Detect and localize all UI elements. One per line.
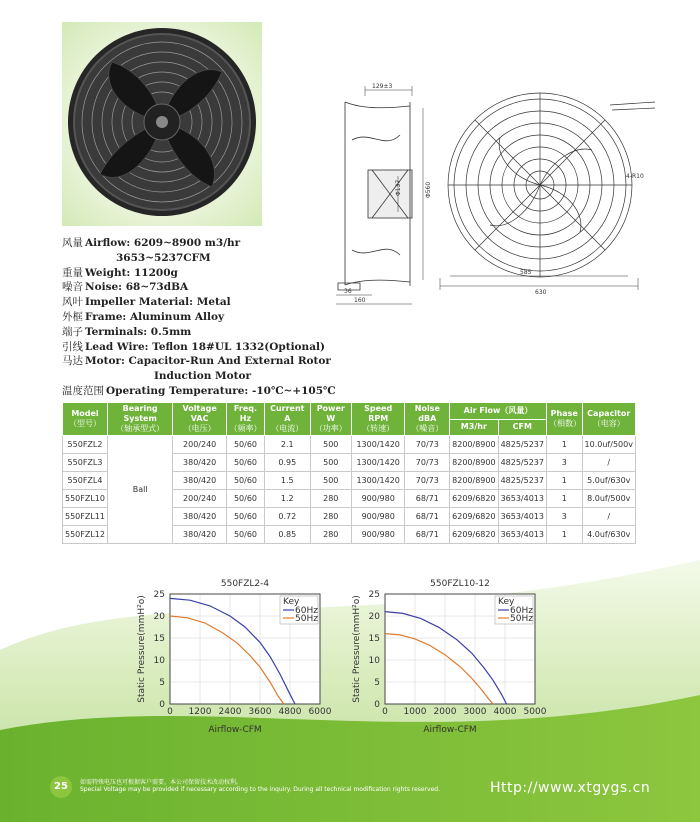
table-cell: 1.2 [264, 490, 310, 508]
fan-photo [62, 22, 262, 226]
spec-motor-cont: Induction Motor [154, 370, 252, 383]
table-cell: 3 [546, 454, 582, 472]
table-cell: 500 [310, 436, 351, 454]
spec-temp: 温度范围 Operating Temperature: -10℃~+105℃ [62, 384, 336, 397]
table-cell: 4825/5237 [498, 436, 546, 454]
dim-label: 36 [344, 288, 352, 295]
dim-label: 630 [535, 289, 547, 296]
table-cell: 900/980 [351, 508, 405, 526]
table-cell: 4825/5237 [498, 472, 546, 490]
y-axis-label: Static Pressure(mmH²o) [352, 595, 362, 703]
table-cell: 2.1 [264, 436, 310, 454]
table-cell: 68/71 [405, 490, 450, 508]
y-tick-label: 0 [374, 700, 380, 710]
table-cell: 280 [310, 508, 351, 526]
x-tick-label: 3000 [463, 707, 487, 717]
y-tick-label: 5 [374, 678, 380, 688]
dim-label: 4-R10 [626, 173, 644, 180]
table-cell: 380/420 [173, 472, 227, 490]
col-model: Model （型号） [63, 403, 108, 436]
spec-leadwire: 引线 Lead Wire: Teflon 18#UL 1332(Optional) [62, 340, 325, 353]
legend-entry: 60Hz [295, 606, 318, 616]
col-airflow-m3: M3/hr [450, 419, 498, 436]
table-row [63, 436, 636, 454]
spec-frame: 外框 Frame: Aluminum Alloy [62, 310, 225, 323]
y-tick-label: 25 [368, 590, 380, 600]
y-tick-label: 15 [368, 634, 380, 644]
col-phase: Phase （相数） [546, 403, 582, 436]
table-cell: 0.85 [264, 526, 310, 544]
spec-noise: 噪音 Noise: 68~73dBA [62, 281, 189, 294]
spec-list [62, 236, 362, 399]
table-cell: 3653/4013 [498, 490, 546, 508]
legend-entry: 50Hz [510, 614, 533, 624]
x-tick-label: 6000 [308, 707, 332, 717]
table-cell: 3 [546, 508, 582, 526]
spec-airflow: 风量 Airflow: 6209~8900 m3/hr [62, 237, 241, 249]
table-cell: 5.0uf/630v [582, 472, 635, 490]
table-cell: 8200/8900 [450, 436, 498, 454]
bearing-cell: Ball [108, 436, 173, 544]
table-cell: 1300/1420 [351, 436, 405, 454]
table-cell: 8.0uf/500v [582, 490, 635, 508]
table-cell: / [582, 508, 635, 526]
footer-note-cn: 如需特殊电压也可根据客户需要，本公司保留技术改动权利。 [80, 779, 243, 786]
table-cell: 8200/8900 [450, 454, 498, 472]
table-cell: 4825/5237 [498, 454, 546, 472]
y-axis-label: Static Pressure(mmH²o) [137, 595, 147, 703]
table-cell: 50/60 [226, 472, 264, 490]
table-cell: 50/60 [226, 454, 264, 472]
table-cell: 68/71 [405, 508, 450, 526]
col-bearing: Bearing System （轴承型式） [108, 403, 173, 436]
table-cell: 500 [310, 454, 351, 472]
y-tick-label: 20 [368, 612, 380, 622]
table-cell: 10.0uf/500v [582, 436, 635, 454]
model-table [62, 402, 636, 544]
y-tick-label: 5 [159, 678, 165, 688]
x-tick-label: 4000 [493, 707, 517, 717]
table-cell: 280 [310, 490, 351, 508]
table-cell: 3653/4013 [498, 526, 546, 544]
table-cell: 50/60 [226, 436, 264, 454]
x-tick-label: 4800 [278, 707, 302, 717]
col-current: Current A （电流） [264, 403, 310, 436]
y-tick-label: 20 [153, 612, 165, 622]
legend-entry: 50Hz [295, 614, 318, 624]
chart-550fzl10-12 [345, 576, 560, 736]
table-cell: 0.95 [264, 454, 310, 472]
table-cell: 200/240 [173, 436, 227, 454]
x-tick-label: 3600 [248, 707, 272, 717]
table-cell: 500 [310, 472, 351, 490]
spec-terminals: 端子 Terminals: 0.5mm [62, 325, 192, 338]
footer-note-en: Special Voltage may be provided if necessary according to the inquiry. During all technical modification rights reserved. [80, 786, 441, 793]
col-airflow: Air Flow（风量） [450, 403, 547, 420]
table-cell: 380/420 [173, 508, 227, 526]
legend-title: Key [498, 597, 515, 607]
dim-label: 585 [520, 269, 532, 276]
table-cell: 6209/6820 [450, 490, 498, 508]
table-cell: 900/980 [351, 490, 405, 508]
table-header-row [63, 403, 636, 420]
col-voltage: Voltage VAC （电压） [173, 403, 227, 436]
x-axis-label: Airflow-CFM [423, 725, 477, 735]
table-cell: 550FZL2 [63, 436, 108, 454]
table-cell: 200/240 [173, 490, 227, 508]
y-tick-label: 10 [153, 656, 165, 666]
dim-label: Φ560 [425, 181, 432, 198]
y-tick-label: 15 [153, 634, 165, 644]
table-cell: 50/60 [226, 508, 264, 526]
table-cell: / [582, 454, 635, 472]
col-noise: Noise dBA （噪音） [405, 403, 450, 436]
spec-motor: 马达 Motor: Capacitor-Run And External Rotor [62, 355, 331, 368]
legend-title: Key [283, 597, 300, 607]
chart-550fzl2-4 [130, 576, 340, 736]
table-cell: 550FZL4 [63, 472, 108, 490]
table-cell: 8200/8900 [450, 472, 498, 490]
y-tick-label: 0 [159, 700, 165, 710]
dim-label: 160 [354, 297, 366, 304]
dim-label: 129±3 [372, 83, 393, 90]
x-tick-label: 1200 [188, 707, 212, 717]
table-cell: 380/420 [173, 526, 227, 544]
col-power: Power W （功率） [310, 403, 351, 436]
table-cell: 68/71 [405, 526, 450, 544]
table-cell: 1300/1420 [351, 472, 405, 490]
col-freq: Freq. Hz （频率） [226, 403, 264, 436]
table-cell: 1 [546, 472, 582, 490]
table-cell: 50/60 [226, 490, 264, 508]
table-cell: 4.0uf/630v [582, 526, 635, 544]
table-cell: 550FZL10 [63, 490, 108, 508]
x-tick-label: 5000 [523, 707, 547, 717]
table-cell: 550FZL12 [63, 526, 108, 544]
x-tick-label: 1000 [403, 707, 427, 717]
spec-airflow-cfm: 3653~5237CFM [116, 251, 211, 264]
table-cell: 1.5 [264, 472, 310, 490]
col-capacitor: Capacitor （电容） [582, 403, 635, 436]
table-cell: 1300/1420 [351, 454, 405, 472]
chart-title: 550FZL2-4 [220, 579, 270, 589]
table-cell: 900/980 [351, 526, 405, 544]
spec-impeller: 风叶 Impeller Material: Metal [62, 296, 231, 309]
x-axis-label: Airflow-CFM [208, 725, 262, 735]
table-cell: 70/73 [405, 436, 450, 454]
dim-label: Φ137 [395, 179, 402, 196]
col-speed: Speed RPM （转速） [351, 403, 405, 436]
chart-title: 550FZL10-12 [430, 579, 490, 589]
x-tick-label: 0 [167, 707, 173, 717]
x-tick-label: 2400 [218, 707, 242, 717]
table-cell: 380/420 [173, 454, 227, 472]
table-cell: 6209/6820 [450, 508, 498, 526]
table-cell: 6209/6820 [450, 526, 498, 544]
legend-entry: 60Hz [510, 606, 533, 616]
col-airflow-cfm: CFM [498, 419, 546, 436]
x-tick-label: 0 [382, 707, 388, 717]
spec-weight: 重量 Weight: 11200g [62, 266, 178, 279]
page-number: 25 [50, 776, 72, 798]
table-cell: 550FZL3 [63, 454, 108, 472]
table-cell: 70/73 [405, 472, 450, 490]
website-link[interactable]: Http://www.xtgygs.cn [490, 780, 651, 796]
table-cell: 50/60 [226, 526, 264, 544]
table-cell: 3653/4013 [498, 508, 546, 526]
table-cell: 1 [546, 490, 582, 508]
table-cell: 0.72 [264, 508, 310, 526]
table-cell: 550FZL11 [63, 508, 108, 526]
table-cell: 70/73 [405, 454, 450, 472]
technical-drawing [330, 80, 670, 305]
table-cell: 1 [546, 436, 582, 454]
table-cell: 280 [310, 526, 351, 544]
x-tick-label: 2000 [433, 707, 457, 717]
y-tick-label: 10 [368, 656, 380, 666]
y-tick-label: 25 [153, 590, 165, 600]
table-cell: 1 [546, 526, 582, 544]
